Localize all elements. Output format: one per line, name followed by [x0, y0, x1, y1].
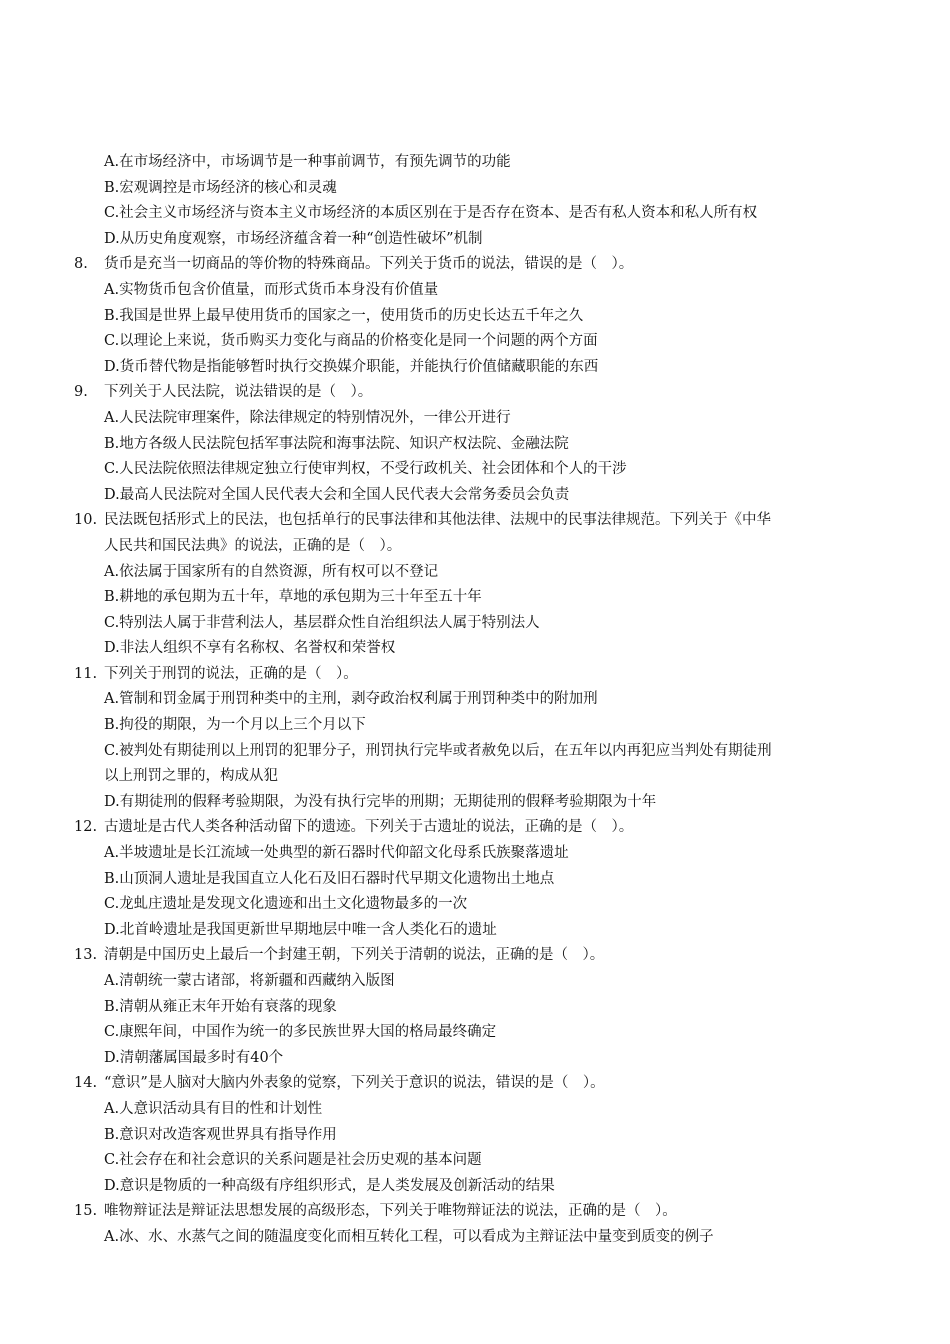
question-line: [0, 943, 950, 969]
question-text: 下列关于人民法院，说法错误的是（ ）。: [104, 384, 373, 401]
answer-option: A.人意识活动具有目的性和计划性: [104, 1100, 323, 1117]
question-number: 9.: [74, 384, 88, 401]
exam-page: [0, 150, 950, 1251]
question-text: 货币是充当一切商品的等价物的特殊商品。下列关于货币的说法，错误的是（ ）。: [104, 256, 634, 273]
question-number: 10.: [74, 512, 98, 529]
answer-option: C.社会主义市场经济与资本主义市场经济的本质区别在于是否存在资本、是否有私人资本和私人所有权: [104, 205, 758, 222]
question-text: 民法既包括形式上的民法，也包括单行的民事法律和其他法律、法规中的民事法律规范。下列关于《中华: [104, 512, 771, 529]
answer-option: B.山顶洞人遗址是我国直立人化石及旧石器时代早期文化遗物出土地点: [104, 870, 555, 887]
answer-option: B.地方各级人民法院包括军事法院和海事法院、知识产权法院、金融法院: [104, 435, 569, 452]
answer-option: C.人民法院依照法律规定独立行使审判权，不受行政机关、社会团体和个人的干涉: [104, 461, 627, 478]
answer-option: C.龙虬庄遗址是发现文化遗迹和出土文化遗物最多的一次: [104, 896, 468, 913]
question-line: [0, 380, 950, 406]
question-line: [0, 815, 950, 841]
answer-option: A.冰、水、水蒸气之间的随温度变化而相互转化工程，可以看成为主辩证法中量变到质变的例子: [104, 1228, 714, 1245]
question-line: [0, 508, 950, 534]
answer-option: B.清朝从雍正末年开始有衰落的现象: [104, 998, 337, 1015]
answer-option: A.半坡遗址是长江流域一处典型的新石器时代仰韶文化母系氏族聚落遗址: [104, 845, 569, 862]
question-number: 11.: [74, 665, 98, 682]
answer-option: B.拘役的期限，为一个月以上三个月以下: [104, 717, 366, 734]
answer-option: B.宏观调控是市场经济的核心和灵魂: [104, 179, 337, 196]
answer-option: C.康熙年间，中国作为统一的多民族世界大国的格局最终确定: [104, 1024, 497, 1041]
question-number: 12.: [74, 819, 98, 836]
question-number: 8.: [74, 256, 88, 273]
answer-option: C.被判处有期徒刑以上刑罚的犯罪分子，刑罚执行完毕或者赦免以后，在五年以内再犯应当判处有期徒刑: [104, 742, 772, 759]
answer-option: D.最高人民法院对全国人民代表大会和全国人民代表大会常务委员会负责: [104, 486, 570, 503]
question-text: 清朝是中国历史上最后一个封建王朝，下列关于清朝的说法，正确的是（ ）。: [104, 947, 605, 964]
answer-option: A.清朝统一蒙古诸部，将新疆和西藏纳入版图: [104, 973, 395, 989]
answer-option: A.在市场经济中，市场调节是一种事前调节，有预先调节的功能: [104, 154, 511, 170]
answer-option: C.社会存在和社会意识的关系问题是社会历史观的基本问题: [104, 1152, 482, 1169]
question-text: 古遗址是古代人类各种活动留下的遗迹。下列关于古遗址的说法，正确的是（ ）。: [104, 819, 634, 836]
question-continuation: 人民共和国民法典》的说法，正确的是（ ）。: [104, 537, 402, 554]
answer-option: D.意识是物质的一种高级有序组织形式，是人类发展及创新活动的结果: [104, 1177, 555, 1194]
question-text: 唯物辩证法是辩证法思想发展的高级形态，下列关于唯物辩证法的说法，正确的是（ ）。: [104, 1203, 677, 1220]
answer-option: D.有期徒刑的假释考验期限，为没有执行完毕的刑期；无期徒刑的假释考验期限为十年: [104, 793, 657, 810]
answer-option: A.依法属于国家所有的自然资源，所有权可以不登记: [104, 563, 439, 580]
answer-option: C.以理论上来说，货币购买力变化与商品的价格变化是同一个问题的两个方面: [104, 333, 598, 350]
question-line: [0, 1199, 950, 1225]
answer-option: B.我国是世界上最早使用货币的国家之一，使用货币的历史长达五千年之久: [104, 307, 584, 324]
question-text: 下列关于刑罚的说法，正确的是（ ）。: [104, 665, 358, 682]
answer-option: A.管制和罚金属于刑罚种类中的主刑，剥夺政治权利属于刑罚种类中的附加刑: [104, 691, 598, 708]
answer-option: B.耕地的承包期为五十年，草地的承包期为三十年至五十年: [104, 589, 482, 606]
answer-option: A.人民法院审理案件，除法律规定的特别情况外，一律公开进行: [104, 409, 511, 426]
question-number: 13.: [74, 947, 98, 964]
answer-option: A.实物货币包含价值量，而形式货币本身没有价值量: [104, 281, 439, 298]
answer-option: 以上刑罚之罪的，构成从犯: [104, 768, 278, 785]
answer-option: D.货币替代物是指能够暂时执行交换媒介职能，并能执行价值储藏职能的东西: [104, 358, 599, 375]
question-line: [0, 1071, 950, 1097]
question-text: “意识”是人脑对大脑内外表象的觉察，下列关于意识的说法，错误的是（ ）。: [104, 1075, 605, 1092]
answer-option: C.特别法人属于非营利法人，基层群众性自治组织法人属于特别法人: [104, 614, 540, 631]
answer-option: B.意识对改造客观世界具有指导作用: [104, 1126, 337, 1143]
question-line: [0, 662, 950, 688]
answer-option: D.清朝藩属国最多时有40个: [104, 1049, 284, 1066]
answer-option: D.从历史角度观察，市场经济蕴含着一种“创造性破坏”机制: [104, 230, 483, 247]
answer-option: D.北首岭遗址是我国更新世早期地层中唯一含人类化石的遗址: [104, 921, 497, 938]
question-line: [0, 252, 950, 278]
question-number: 15.: [74, 1203, 98, 1220]
answer-option: D.非法人组织不享有名称权、名誉权和荣誉权: [104, 640, 396, 657]
question-number: 14.: [74, 1075, 98, 1092]
